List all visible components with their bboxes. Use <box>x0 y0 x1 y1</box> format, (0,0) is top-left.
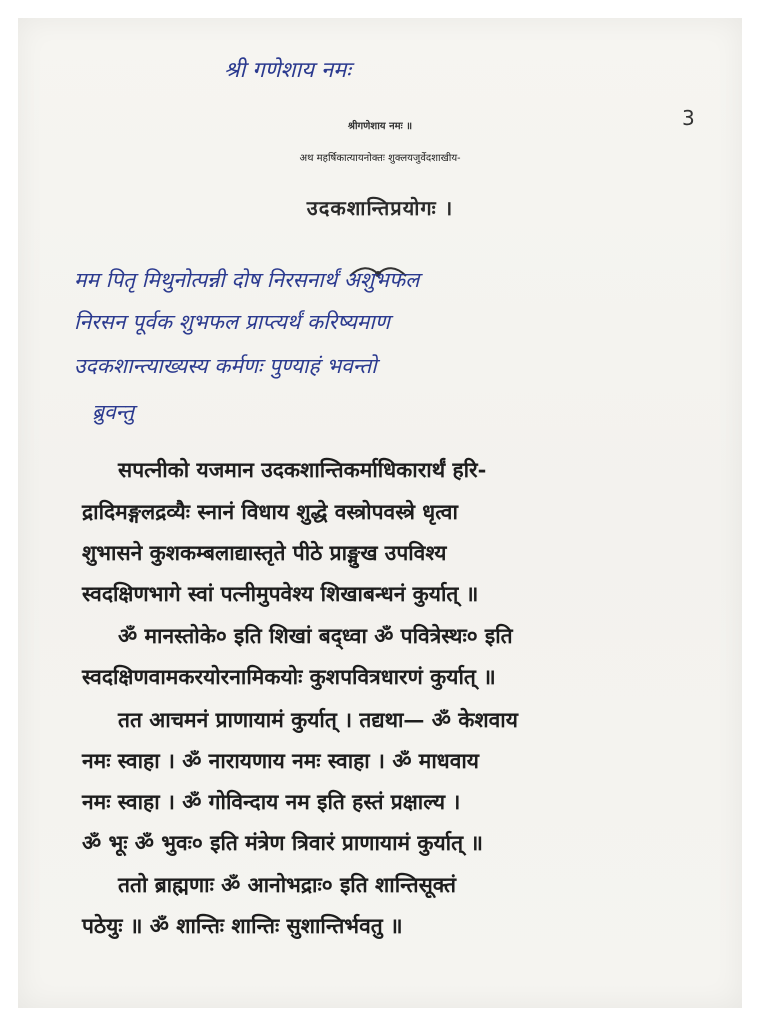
body-line: द्रादिमङ्गलद्रव्यैः स्नानं विधाय शुद्धे वस्त्रोपवस्त्रे धृत्वा <box>82 499 458 524</box>
body-line: ॐ भूः ॐ भुवः० इति मंत्रेण त्रिवारं प्राणायामं कुर्यात् ॥ <box>82 830 483 855</box>
handwritten-note-line: ब्रुवन्तु <box>92 400 135 424</box>
page-title: उदकशान्तिप्रयोगः । <box>306 196 454 220</box>
handwritten-note-line: मम पितृ मिथुनोत्पन्नी दोष निरसनार्थं अशुभफल <box>74 268 420 292</box>
body-line: ॐ मानस्तोके० इति शिखां बद्ध्वा ॐ पवित्रेस्थः० इति <box>118 623 513 648</box>
body-line: सपत्नीको यजमान उदकशान्तिकर्माधिकारार्थं हरि- <box>118 457 487 482</box>
handwritten-invocation: श्री गणेशाय नमः <box>224 58 351 83</box>
subtitle-line: अथ महर्षिकात्यायनोक्तः शुक्लयजुर्वेदशाखीय- <box>299 153 461 164</box>
page-number: 3 <box>682 106 695 130</box>
body-line: स्वदक्षिणवामकरयोरनामिकयोः कुशपवित्रधारणं कुर्यात् ॥ <box>82 664 496 689</box>
body-line: स्वदक्षिणभागे स्वां पत्नीमुपवेश्य शिखाबन्धनं कुर्यात् ॥ <box>82 581 479 606</box>
body-line: ततो ब्राह्मणाः ॐ आनोभद्राः० इति शान्तिसूक्तं <box>118 872 457 897</box>
salutation-line: श्रीगणेशाय नमः ॥ <box>347 121 413 132</box>
body-line: शुभासने कुशकम्बलाद्यास्तृते पीठे प्राङ्मुख उपविश्य <box>82 540 447 565</box>
handwritten-note-line: निरसन पूर्वक शुभफल प्राप्त्यर्थं करिष्यमाण <box>74 310 390 334</box>
body-line: पठेयुः ॥ ॐ शान्तिः शान्तिः सुशान्तिर्भवतु ॥ <box>82 913 403 938</box>
handwritten-note-line: उदकशान्त्याख्यस्य कर्मणः पुण्याहं भवन्तो <box>74 354 377 378</box>
body-line: नमः स्वाहा । ॐ नारायणाय नमः स्वाहा । ॐ माधवाय <box>82 748 479 773</box>
body-line: नमः स्वाहा । ॐ गोविन्दाय नम इति हस्तं प्रक्षाल्य । <box>82 789 461 814</box>
body-line: तत आचमनं प्राणायामं कुर्यात् । तद्यथा— ॐ केशवाय <box>118 707 518 732</box>
book-page <box>18 18 742 1008</box>
